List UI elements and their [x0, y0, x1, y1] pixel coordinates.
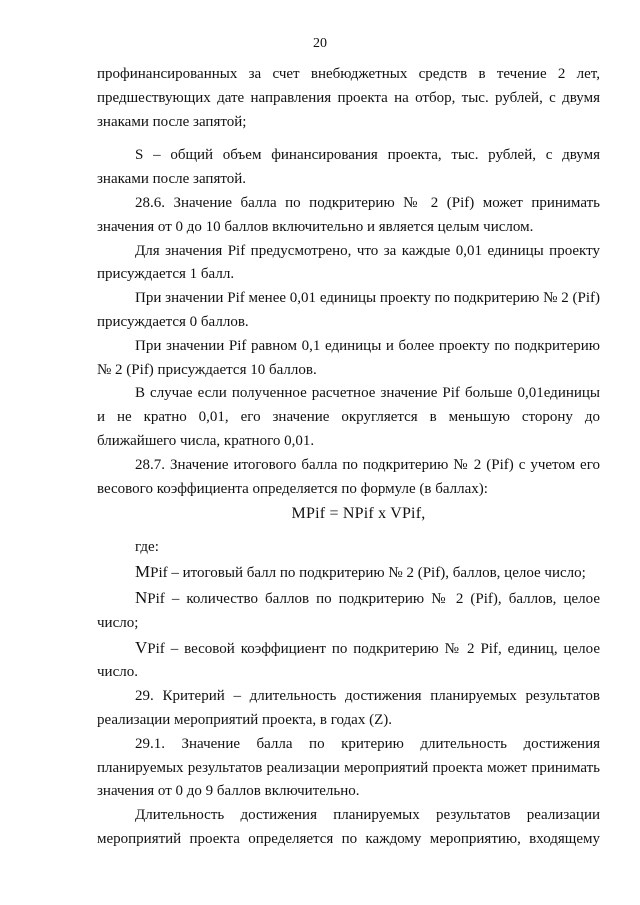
paragraph-pif-value: Для значения Pif предусмотрено, что за каждые 0,01 единицы проекту присуждается 1 балл. — [97, 242, 600, 283]
formula: MPif = NPif x VPif, — [291, 505, 426, 523]
definition-npif — [97, 586, 600, 636]
paragraph-28-7: 28.7. Значение итогового балла по подкритерию № 2 (Pif) с учетом его весового коэффициента определяется по формуле (в баллах): — [97, 456, 600, 497]
paragraph-duration: Длительность достижения планируемых результатов реализации мероприятий проекта определяется по каждому мероприятию, входящему — [97, 807, 600, 847]
definition-vpif-text: Pif – весовой коэффициент по подкритерию № 2 Pif, единиц, целое число. — [97, 640, 600, 681]
paragraph-pif-equal: При значении Pif равном 0,1 единицы и более проекту по подкритерию № 2 (Pif) присуждается 10 баллов. — [97, 337, 600, 378]
variable-v: V — [135, 637, 148, 657]
document-body — [97, 63, 600, 852]
variable-m: M — [135, 562, 151, 582]
formula-gap — [97, 526, 600, 536]
definition-mpif — [97, 560, 600, 586]
where-label: где: — [135, 539, 159, 556]
page-number: 20 — [313, 36, 327, 51]
paragraph-s-definition: S – общий объем финансирования проекта, тыс. рублей, с двумя знаками после запятой. — [97, 147, 600, 188]
paragraph-pif-less: При значении Pif менее 0,01 единицы проекту по подкритерию № 2 (Pif) присуждается 0 баллов. — [97, 290, 600, 330]
paragraph-gap — [97, 134, 600, 144]
definition-mpif-text: Pif – итоговый балл по подкритерию № 2 (Pif), баллов, целое число; — [150, 565, 586, 582]
paragraph-28-6: 28.6. Значение балла по подкритерию № 2 (Pif) может принимать значения от 0 до 10 баллов включительно и является целым числом. — [97, 194, 600, 235]
paragraph-29-1: 29.1. Значение балла по критерию длительность достижения планируемых результатов реализации мероприятий проекта может принимать значения от 0 до 9 баллов включительно. — [97, 735, 600, 800]
definition-npif-text: Pif – количество баллов по подкритерию № 2 (Pif), баллов, целое число; — [97, 590, 600, 631]
paragraph-pif-rounding: В случае если полученное расчетное значение Pif больше 0,01единицы и не кратно 0,01, его значение округляется в меньшую сторону до ближайшего числа, кратного 0,01. — [97, 385, 600, 449]
definition-vpif — [97, 636, 600, 686]
paragraph-continuation: профинансированных за счет внебюджетных средств в течение 2 лет, предшествующих дате направления проекта на отбор, тыс. рублей, с двумя знаками после запятой; — [97, 66, 600, 130]
paragraph-29: 29. Критерий – длительность достижения планируемых результатов реализации мероприятий проекта, в годах (Z). — [97, 688, 600, 728]
variable-n: N — [135, 587, 148, 607]
